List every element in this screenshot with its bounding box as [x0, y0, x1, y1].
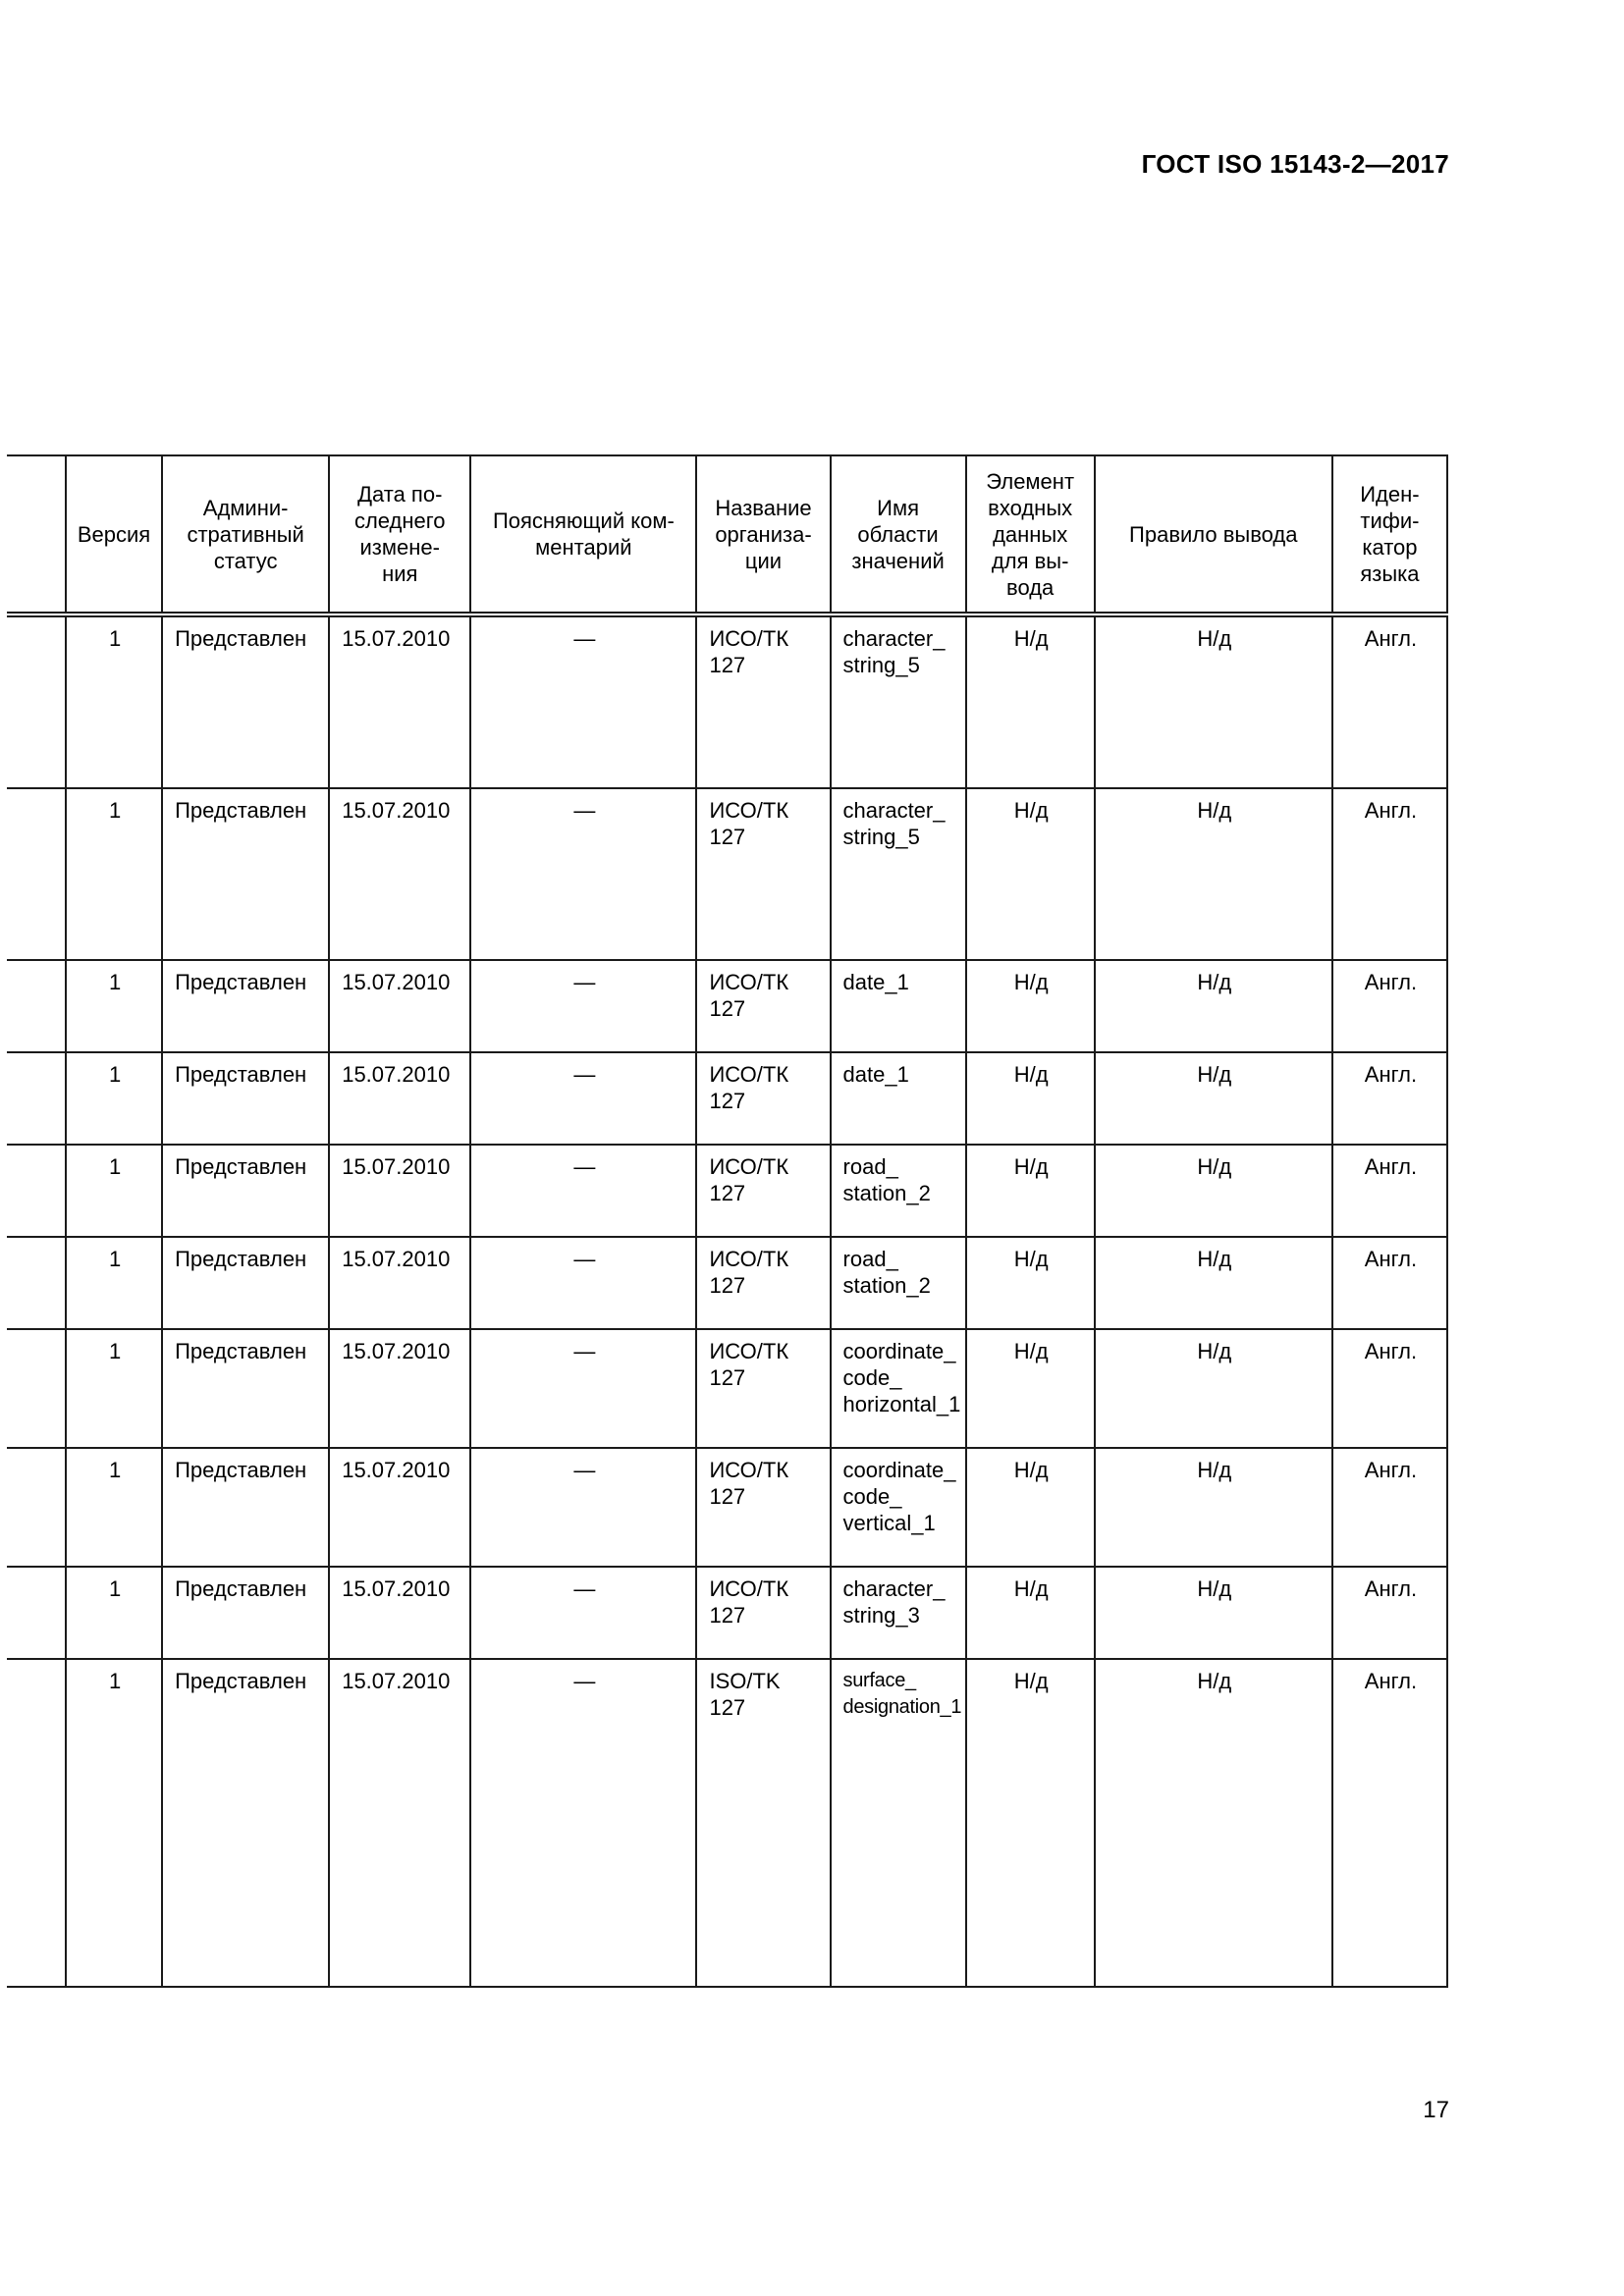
cell-language-id: Англ.	[1332, 1329, 1447, 1448]
cell-version: 1	[66, 1329, 162, 1448]
cell-admin-status: Представлен	[162, 1448, 329, 1567]
cell-input-element: Н/д	[966, 614, 1095, 788]
table-row	[7, 1659, 1447, 1987]
cell-last-change-date: 15.07.2010	[329, 614, 470, 788]
cell-derivation-rule: Н/д	[1095, 1659, 1332, 1987]
cell-admin-status: Представлен	[162, 1567, 329, 1659]
cell-derivation-rule: Н/д	[1095, 1237, 1332, 1329]
cell-language-id: Англ.	[1332, 1145, 1447, 1237]
cell-derivation-rule: Н/д	[1095, 614, 1332, 788]
cell-version: 1	[66, 1659, 162, 1987]
cell-last-change-date: 15.07.2010	[329, 1052, 470, 1145]
cell-derivation-rule: Н/д	[1095, 960, 1332, 1052]
cell-admin-status: Представлен	[162, 1145, 329, 1237]
cell-language-id: Англ.	[1332, 960, 1447, 1052]
cell-organization: ИСО/ТК 127	[696, 1145, 830, 1237]
cell-version: 1	[66, 1052, 162, 1145]
row-blank-cell	[7, 1145, 66, 1237]
header-organization: Название организа- ции	[696, 455, 830, 614]
cell-derivation-rule: Н/д	[1095, 1145, 1332, 1237]
cell-version: 1	[66, 1237, 162, 1329]
cell-version: 1	[66, 1145, 162, 1237]
cell-language-id: Англ.	[1332, 788, 1447, 960]
cell-comment: —	[470, 1145, 696, 1237]
cell-comment: —	[470, 1052, 696, 1145]
cell-last-change-date: 15.07.2010	[329, 1567, 470, 1659]
cell-last-change-date: 15.07.2010	[329, 1659, 470, 1987]
cell-input-element: Н/д	[966, 1659, 1095, 1987]
cell-organization: ИСО/ТК 127	[696, 788, 830, 960]
cell-comment: —	[470, 1567, 696, 1659]
data-element-table	[7, 454, 1448, 1988]
cell-admin-status: Представлен	[162, 614, 329, 788]
cell-organization: ISO/TK 127	[696, 1659, 830, 1987]
document-designation: ГОСТ ISO 15143-2—2017	[1141, 149, 1449, 179]
header-blank-cell	[7, 455, 66, 614]
cell-derivation-rule: Н/д	[1095, 1052, 1332, 1145]
header-comment: Поясняющий ком- ментарий	[470, 455, 696, 614]
row-blank-cell	[7, 1329, 66, 1448]
cell-version: 1	[66, 788, 162, 960]
table-row	[7, 1237, 1447, 1329]
table-row	[7, 1567, 1447, 1659]
header-derivation-rule: Правило вывода	[1095, 455, 1332, 614]
cell-input-element: Н/д	[966, 1567, 1095, 1659]
table-row	[7, 960, 1447, 1052]
cell-admin-status: Представлен	[162, 788, 329, 960]
cell-derivation-rule: Н/д	[1095, 788, 1332, 960]
cell-language-id: Англ.	[1332, 1052, 1447, 1145]
table-body	[7, 614, 1447, 1987]
cell-comment: —	[470, 1329, 696, 1448]
cell-value-domain: road_ station_2	[831, 1145, 966, 1237]
cell-organization: ИСО/ТК 127	[696, 1329, 830, 1448]
cell-value-domain: coordinate_ code_ vertical_1	[831, 1448, 966, 1567]
cell-derivation-rule: Н/д	[1095, 1329, 1332, 1448]
cell-language-id: Англ.	[1332, 614, 1447, 788]
cell-organization: ИСО/ТК 127	[696, 614, 830, 788]
cell-value-domain: surface_ designation_1	[831, 1659, 966, 1987]
table-row	[7, 614, 1447, 788]
cell-value-domain: date_1	[831, 1052, 966, 1145]
cell-comment: —	[470, 1448, 696, 1567]
cell-admin-status: Представлен	[162, 960, 329, 1052]
cell-organization: ИСО/ТК 127	[696, 1567, 830, 1659]
cell-admin-status: Представлен	[162, 1659, 329, 1987]
cell-last-change-date: 15.07.2010	[329, 960, 470, 1052]
cell-last-change-date: 15.07.2010	[329, 1237, 470, 1329]
cell-version: 1	[66, 960, 162, 1052]
header-value-domain: Имя области значений	[831, 455, 966, 614]
cell-language-id: Англ.	[1332, 1567, 1447, 1659]
cell-comment: —	[470, 788, 696, 960]
cell-value-domain: date_1	[831, 960, 966, 1052]
cell-organization: ИСО/ТК 127	[696, 1052, 830, 1145]
row-blank-cell	[7, 1448, 66, 1567]
cell-value-domain: road_ station_2	[831, 1237, 966, 1329]
cell-value-domain: character_ string_5	[831, 614, 966, 788]
cell-version: 1	[66, 614, 162, 788]
row-blank-cell	[7, 1567, 66, 1659]
cell-derivation-rule: Н/д	[1095, 1567, 1332, 1659]
table-row	[7, 1448, 1447, 1567]
row-blank-cell	[7, 960, 66, 1052]
header-input-element: Элемент входных данных для вы- вода	[966, 455, 1095, 614]
cell-comment: —	[470, 1659, 696, 1987]
page-number: 17	[1423, 2097, 1449, 2123]
cell-admin-status: Представлен	[162, 1052, 329, 1145]
row-blank-cell	[7, 788, 66, 960]
cell-input-element: Н/д	[966, 1145, 1095, 1237]
cell-input-element: Н/д	[966, 1448, 1095, 1567]
header-last-change-date: Дата по- следнего измене- ния	[329, 455, 470, 614]
cell-organization: ИСО/ТК 127	[696, 960, 830, 1052]
cell-version: 1	[66, 1567, 162, 1659]
cell-last-change-date: 15.07.2010	[329, 1329, 470, 1448]
cell-last-change-date: 15.07.2010	[329, 1448, 470, 1567]
header-admin-status: Админи- стративный статус	[162, 455, 329, 614]
cell-organization: ИСО/ТК 127	[696, 1237, 830, 1329]
header-language-id: Иден- тифи- катор языка	[1332, 455, 1447, 614]
cell-input-element: Н/д	[966, 960, 1095, 1052]
cell-input-element: Н/д	[966, 1237, 1095, 1329]
cell-value-domain: character_ string_5	[831, 788, 966, 960]
cell-comment: —	[470, 960, 696, 1052]
cell-language-id: Англ.	[1332, 1448, 1447, 1567]
cell-input-element: Н/д	[966, 1329, 1095, 1448]
cell-admin-status: Представлен	[162, 1329, 329, 1448]
table-row	[7, 1052, 1447, 1145]
header-version: Версия	[66, 455, 162, 614]
cell-comment: —	[470, 614, 696, 788]
table-row	[7, 788, 1447, 960]
table-header-row	[7, 455, 1447, 614]
cell-organization: ИСО/ТК 127	[696, 1448, 830, 1567]
cell-language-id: Англ.	[1332, 1659, 1447, 1987]
cell-comment: —	[470, 1237, 696, 1329]
cell-derivation-rule: Н/д	[1095, 1448, 1332, 1567]
row-blank-cell	[7, 1237, 66, 1329]
cell-last-change-date: 15.07.2010	[329, 1145, 470, 1237]
table-row	[7, 1145, 1447, 1237]
cell-value-domain: character_ string_3	[831, 1567, 966, 1659]
row-blank-cell	[7, 1659, 66, 1987]
row-blank-cell	[7, 614, 66, 788]
cell-admin-status: Представлен	[162, 1237, 329, 1329]
table-row	[7, 1329, 1447, 1448]
cell-last-change-date: 15.07.2010	[329, 788, 470, 960]
cell-language-id: Англ.	[1332, 1237, 1447, 1329]
cell-value-domain: coordinate_ code_ horizontal_1	[831, 1329, 966, 1448]
cell-input-element: Н/д	[966, 788, 1095, 960]
row-blank-cell	[7, 1052, 66, 1145]
cell-input-element: Н/д	[966, 1052, 1095, 1145]
cell-version: 1	[66, 1448, 162, 1567]
